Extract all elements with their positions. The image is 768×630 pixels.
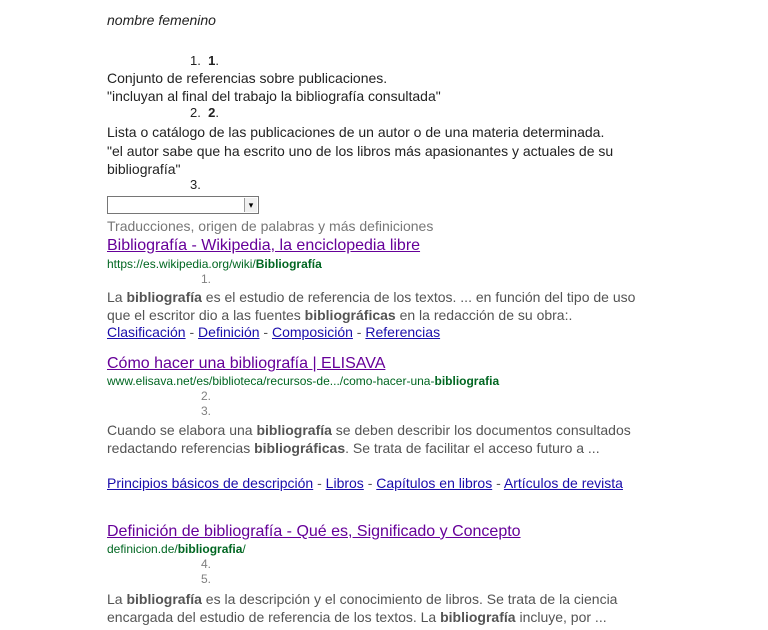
chevron-down-icon[interactable]: ▾: [244, 198, 257, 212]
sitelink-separator: -: [363, 475, 377, 491]
more-definitions-label: Traducciones, origen de palabras y más definiciones: [107, 218, 434, 234]
sense-1-text: Conjunto de referencias sobre publicaciones.: [107, 70, 388, 86]
snippet-bold-text: bibliografía: [440, 609, 516, 625]
sense-2-example: "el autor sabe que ha escrito uno de los libros más apasionantes y actuales de su bibliografía": [107, 143, 614, 177]
sense-1-list-marker: 1.: [190, 53, 201, 68]
result-snippet: [107, 590, 652, 626]
snippet-bold-text: bibliografía: [126, 289, 202, 305]
search-result: [107, 354, 385, 373]
result-url-bold: bibliografia: [434, 374, 500, 388]
result-marker: 5.: [201, 572, 212, 586]
sense-1-bold-number: 1: [208, 53, 216, 68]
result-title[interactable]: Cómo hacer una bibliografía | ELISAVA: [107, 355, 386, 372]
snippet-text: se deben describir los documentos consultados redactando referencias: [107, 422, 631, 456]
snippet-text: es la descripción y el conocimiento de libros. Se trata de la ciencia encargada del estudio de referencia de los textos. La: [107, 591, 618, 625]
sitelink[interactable]: Referencias: [365, 324, 441, 340]
definition-select[interactable]: [107, 196, 259, 214]
sense-2-bold-number: 2: [208, 105, 216, 120]
snippet-bold-text: bibliografía: [126, 591, 202, 607]
result-url-bold: Bibliografía: [255, 257, 322, 271]
sense-1-number: 1. 1.: [190, 53, 219, 68]
result-sitelinks: [107, 475, 627, 491]
sitelink[interactable]: Composición: [271, 324, 353, 340]
sitelink[interactable]: Definición: [198, 324, 260, 340]
sitelink[interactable]: Capítulos en libros: [376, 475, 493, 491]
result-snippet: [107, 288, 652, 324]
result-title[interactable]: Bibliografía - Wikipedia, la enciclopedia libre: [107, 237, 421, 254]
sitelink-separator: -: [492, 475, 504, 491]
sitelink-separator: -: [185, 324, 199, 340]
result-url-bold: bibliografia: [177, 542, 243, 556]
sitelink-separator: -: [352, 324, 366, 340]
snippet-text: La: [107, 289, 127, 305]
sense-2-list-marker: 2.: [190, 105, 201, 120]
sense-2-text: Lista o catálogo de las publicaciones de un autor o de una materia determinada.: [107, 124, 605, 140]
result-url: [107, 374, 499, 388]
result-marker: 2.: [201, 389, 212, 403]
result-title[interactable]: Definición de bibliografía - Qué es, Significado y Concepto: [107, 523, 521, 540]
result-url-prefix: https://es.wikipedia.org/wiki/: [107, 257, 256, 271]
sense-1-example: "incluyan al final del trabajo la bibliografía consultada": [107, 88, 441, 104]
result-snippet: [107, 421, 655, 457]
snippet-bold-text: bibliografía: [256, 422, 332, 438]
snippet-text: Cuando se elabora una: [107, 422, 257, 438]
sitelink-separator: -: [313, 475, 326, 491]
snippet-bold-text: bibliográficas: [254, 440, 346, 456]
result-url-suffix: /: [242, 542, 246, 556]
result-url-prefix: definicion.de/: [107, 542, 178, 556]
part-of-speech: nombre femenino: [107, 12, 216, 28]
sitelink[interactable]: Principios básicos de descripción: [107, 475, 314, 491]
snippet-text: . Se trata de facilitar el acceso futuro a ...: [345, 440, 600, 456]
result-url: [107, 257, 322, 271]
snippet-text: incluye, por ...: [515, 609, 607, 625]
sitelink-separator: -: [259, 324, 272, 340]
sitelink[interactable]: Libros: [325, 475, 364, 491]
sense-3-number: 3.: [190, 177, 201, 192]
sitelink[interactable]: Artículos de revista: [503, 475, 623, 491]
result-marker: 3.: [201, 404, 212, 418]
result-url: [107, 542, 246, 556]
result-sitelinks: [107, 324, 667, 340]
sense-2-number: 2. 2.: [190, 105, 219, 120]
result-marker: 1.: [201, 272, 212, 286]
search-result: [107, 522, 521, 541]
snippet-text: en la redacción de su obra:.: [395, 307, 573, 323]
result-marker: 4.: [201, 557, 212, 571]
result-url-prefix: www.elisava.net/es/biblioteca/recursos-de.../como-hacer-una-: [107, 374, 435, 388]
snippet-text: es el estudio de referencia de los textos. ... en función del tipo de uso que el escritor dio a las fuentes: [107, 289, 636, 323]
search-result: [107, 236, 420, 255]
sitelink[interactable]: Clasificación: [107, 324, 186, 340]
snippet-text: La: [107, 591, 127, 607]
snippet-bold-text: bibliográficas: [304, 307, 396, 323]
